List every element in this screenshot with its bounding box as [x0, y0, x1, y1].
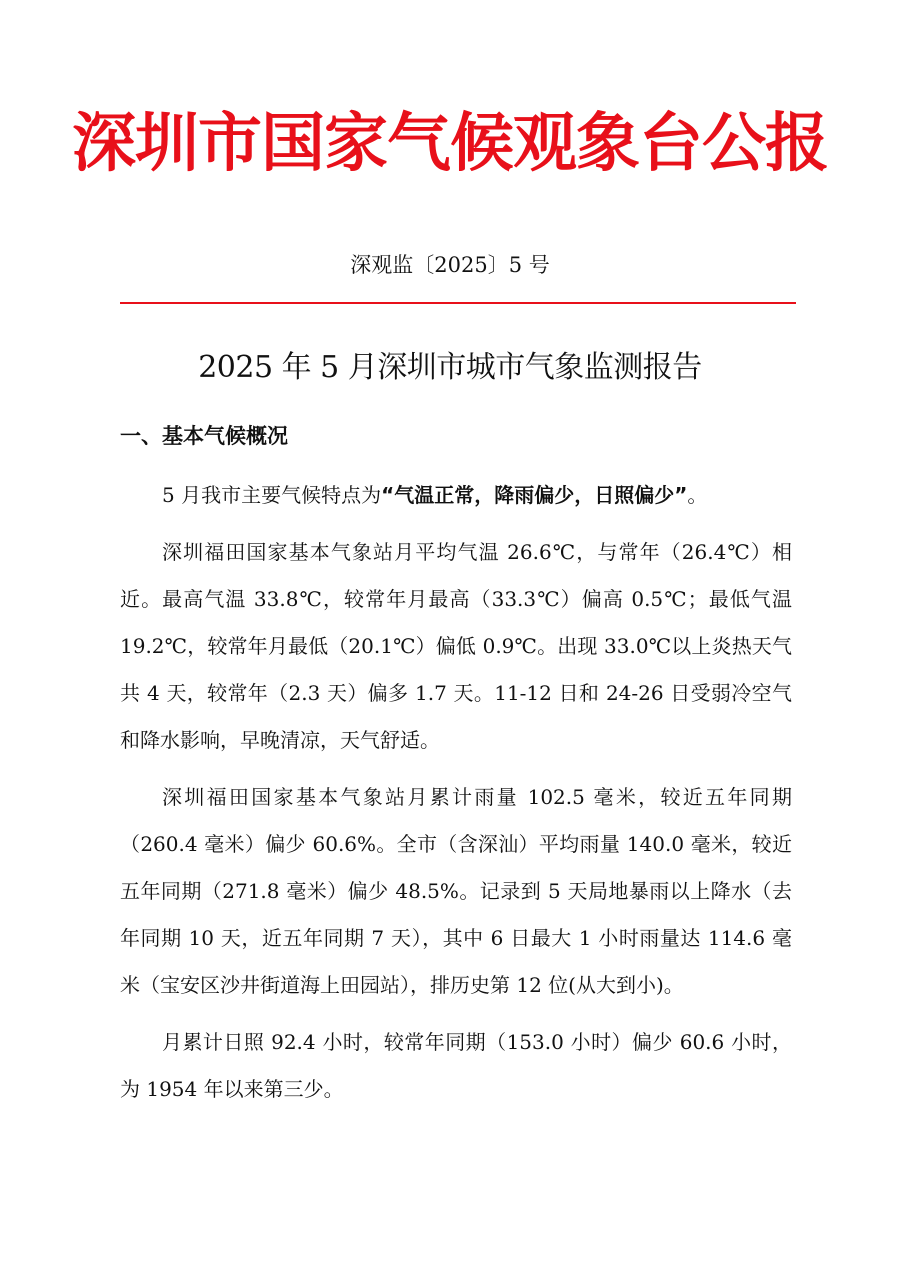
temperature-paragraph: 深圳福田国家基本气象站月平均气温 26.6℃，与常年（26.4℃）相近。最高气温 33.8℃，较常年月最高（33.3℃）偏高 0.5℃；最低气温 19.2℃，较常年月最低（20.1℃）偏低 0.9℃。出现 33.0℃以上炎热天气共 4 天，较常年（2.3 天）偏多 1.7 天。11-12 日和 24-26 日受弱冷空气和降水影响，早晚清凉，天气舒适。 — [120, 540, 792, 752]
summary-prefix: 5 月我市主要气候特点为 — [162, 483, 382, 507]
summary-suffix: 。 — [687, 483, 708, 507]
report-title: 2025 年 5 月深圳市城市气象监测报告 — [198, 350, 702, 385]
header-divider — [120, 302, 796, 304]
summary-paragraph — [120, 472, 792, 519]
summary-highlight: “气温正常，降雨偏少，日照偏少” — [381, 483, 688, 507]
section-body — [120, 472, 792, 1123]
masthead-title: 深圳市国家气候观象台公报 — [72, 107, 828, 181]
sunshine-paragraph: 月累计日照 92.4 小时，较常年同期（153.0 小时）偏少 60.6 小时，为 1954 年以来第三少。 — [120, 1030, 792, 1101]
document-number: 深观监〔2025〕5 号 — [350, 253, 550, 277]
section-heading: 一、基本气候概况 — [120, 424, 288, 448]
rainfall-paragraph: 深圳福田国家基本气象站月累计雨量 102.5 毫米，较近五年同期（260.4 毫米）偏少 60.6%。全市（含深汕）平均雨量 140.0 毫米，较近五年同期（271.8 毫米）偏少 48.5%。记录到 5 天局地暴雨以上降水（去年同期 10 天，近五年同期 7 天），其中 6 日最大 1 小时雨量达 114.6 毫米（宝安区沙井街道海上田园站），排历史第 12 位(从大到小)。 — [120, 785, 792, 997]
